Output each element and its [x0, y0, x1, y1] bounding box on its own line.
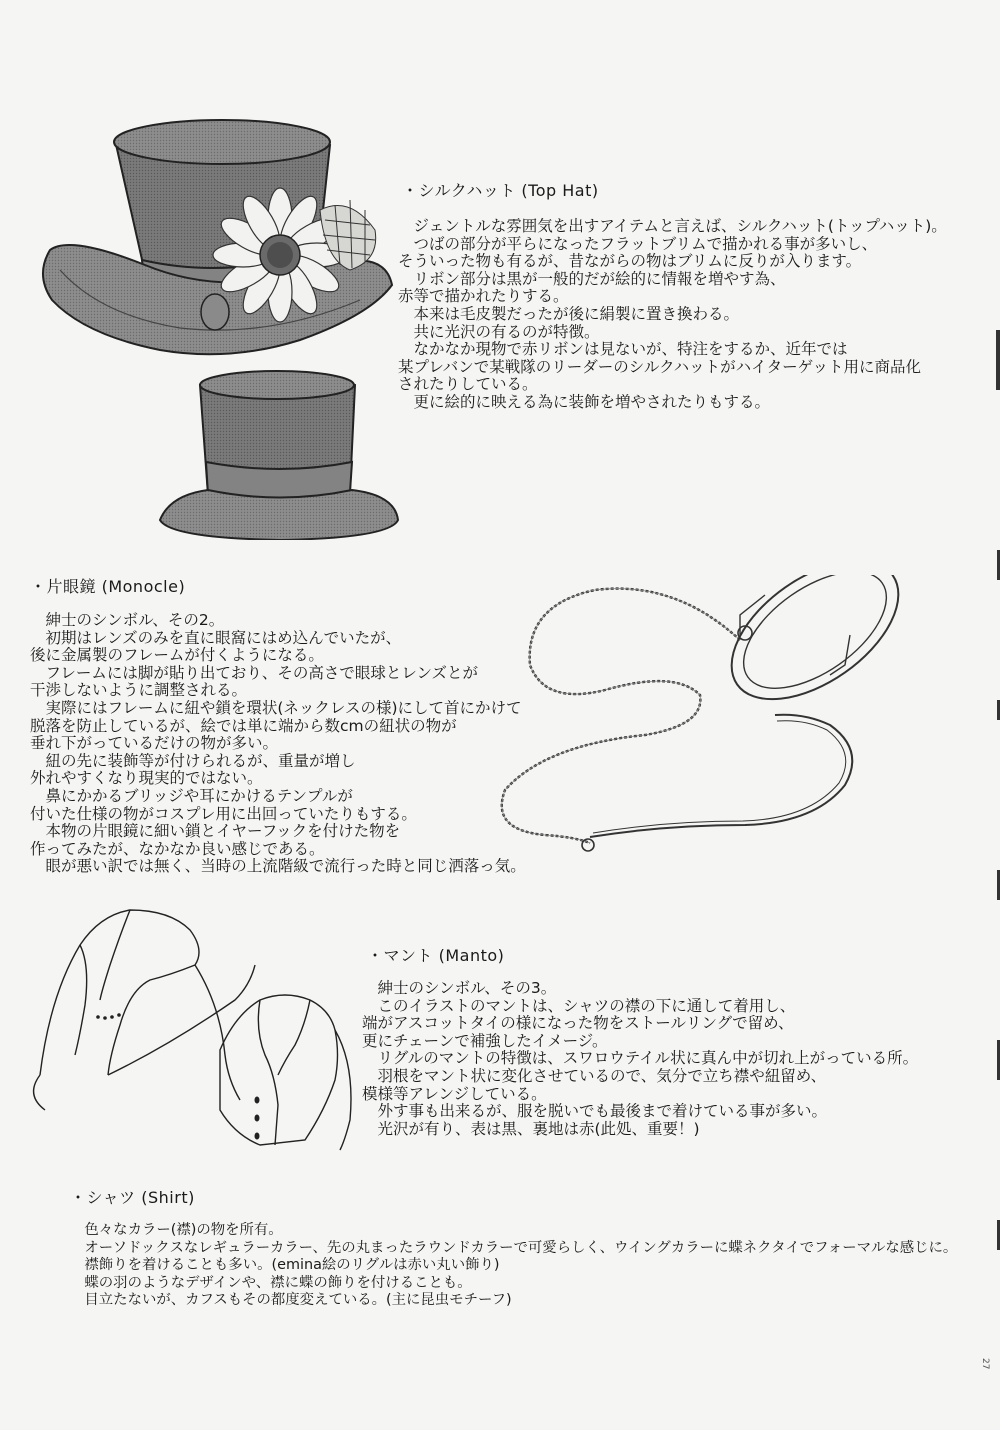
- manto-section-body: [362, 980, 918, 1138]
- tophat-body-line: されたりしている。: [398, 375, 538, 394]
- manto-body-line: 羽根をマント状に変化させているので、気分で立ち襟や紐留め、: [362, 1066, 827, 1085]
- shirt-body-line: 目立たないが、カフスもその都度変えている。(主に昆虫モチーフ): [70, 1292, 512, 1309]
- scan-edge-mark: [996, 330, 1000, 390]
- shirt-section-title: ・シャツ (Shirt): [70, 1188, 195, 1207]
- tophat-body-line: そういった物も有るが、昔ながらの物はブリムに反りが入ります。: [398, 252, 862, 271]
- tophat-body-line: 本来は毛皮製だったが後に絹製に置き換わる。: [398, 304, 740, 323]
- manto-body-line: 模様等アレンジしている。: [362, 1084, 547, 1103]
- cape-stitch-dots: [96, 1013, 121, 1020]
- monocle-body-line: 後に金属製のフレームが付くようになる。: [30, 646, 324, 665]
- monocle-body-line: 垂れ下がっているだけの物が多い。: [30, 734, 279, 753]
- monocle-chain: [502, 589, 740, 843]
- top-hat-illustration: [30, 100, 400, 540]
- monocle-body-line: 初期はレンズのみを直に眼窩にはめ込んでいたが、: [30, 628, 402, 647]
- monocle-section-title: ・片眼鏡 (Monocle): [30, 577, 186, 596]
- monocle-lens-frame: [707, 575, 922, 727]
- monocle-body-line: 外れやすくなり現実的ではない。: [30, 769, 263, 788]
- monocle-body-line: 付いた仕様の物がコスプレ用に出回っていたりもする。: [30, 804, 417, 823]
- monocle-body-line: 紐の先に装飾等が付けられるが、重量が増し: [30, 751, 356, 770]
- tophat-body-line: リボン部分は黒が一般的だが絵的に情報を増やす為、: [398, 269, 786, 288]
- monocle-body-line: 眼が悪い訳では無く、当時の上流階級で流行った時と同じ洒落っ気。: [30, 857, 526, 876]
- cape-collar: [40, 910, 199, 1075]
- tophat-body-line: 更に絵的に映える為に装飾を増やされたりもする。: [398, 392, 771, 411]
- monocle-section-body: [30, 612, 526, 876]
- shirt-body-line: 蝶の羽のようなデザインや、襟に蝶の飾りを付けることも。: [70, 1274, 472, 1291]
- manto-body-line: 更にチェーンで補強したイメージ。: [362, 1031, 608, 1050]
- tophat-section-title: ・シルクハット (Top Hat): [402, 181, 599, 200]
- monocle-body-line: 干渉しないように調整される。: [30, 681, 248, 700]
- monocle-body-line: 作ってみたが、なかなか良い感じである。: [30, 839, 325, 858]
- manto-section-title: ・マント (Manto): [367, 946, 505, 965]
- monocle-illustration: [485, 575, 945, 875]
- monocle-body-line: 鼻にかかるブリッジや耳にかけるテンプルが: [30, 786, 353, 805]
- manto-body-line: 外す事も出来るが、服を脱いでも最後まで着けている事が多い。: [362, 1102, 828, 1121]
- manto-body-line: 端がアスコットタイの様になった物をストールリングで留め、: [362, 1014, 794, 1033]
- brooch-decoration: [201, 294, 229, 330]
- tophat-section-body: [398, 218, 947, 412]
- manto-body-line: リグルのマントの特徴は、スワロウテイル状に真ん中が切れ上がっている所。: [362, 1049, 919, 1068]
- tophat-body-line: 赤等で描かれたりする。: [398, 287, 569, 306]
- manto-shirt-illustration: [20, 905, 360, 1155]
- manto-body-line: このイラストのマントは、シャツの襟の下に通して着用し、: [362, 996, 796, 1015]
- monocle-body-line: 本物の片眼鏡に細い鎖とイヤーフックを付けた物を: [30, 822, 401, 841]
- tophat-body-line: つばの部分が平らになったフラットブリムで描かれる事が多いし、: [398, 234, 878, 253]
- shirt-section-body: [70, 1222, 957, 1310]
- tophat-body-line: ジェントルな雰囲気を出すアイテムと言えば、シルクハット(トップハット)。: [398, 217, 947, 235]
- shirt-body-line: 襟飾りを着けることも多い。(emina絵のリグルは赤い丸い飾り): [70, 1257, 500, 1274]
- tophat-body-line: 某プレバンで某戦隊のリーダーのシルクハットがハイターゲット用に商品化: [398, 357, 922, 376]
- shirt-collar: [220, 995, 338, 1145]
- manto-body-line: 光沢が有り、表は黒、裏地は赤(此処、重要！): [362, 1119, 700, 1138]
- monocle-body-line: 脱落を防止しているが、絵では単に端から数cmの紐状の物が: [30, 716, 457, 735]
- page-number: 27: [980, 1358, 990, 1370]
- manto-body-line: 紳士のシンボル、その3。: [362, 979, 557, 997]
- shirt-buttons: [255, 1097, 260, 1140]
- tophat-body-line: 共に光沢の有るのが特徴。: [398, 322, 600, 341]
- monocle-body-line: フレームには脚が貼り出ており、その高さで眼球とレンズとが: [30, 663, 479, 682]
- monocle-body-line: 紳士のシンボル、その2。: [30, 611, 225, 629]
- monocle-body-line: 実際にはフレームに紐や鎖を環状(ネックレスの様)にして首にかけて: [30, 698, 522, 717]
- monocle-ear-hook: [590, 715, 852, 837]
- shirt-body-line: 色々なカラー(襟)の物を所有。: [70, 1222, 283, 1238]
- small-hat-brim: [160, 490, 398, 540]
- tophat-body-line: なかなか現物で赤リボンは見ないが、特注をするか、近年では: [398, 340, 848, 359]
- shirt-body-line: オーソドックスなレギュラーカラー、先の丸まったラウンドカラーで可愛らしく、ウイングカラーに蝶ネクタイでフォーマルな感じに。: [70, 1239, 958, 1256]
